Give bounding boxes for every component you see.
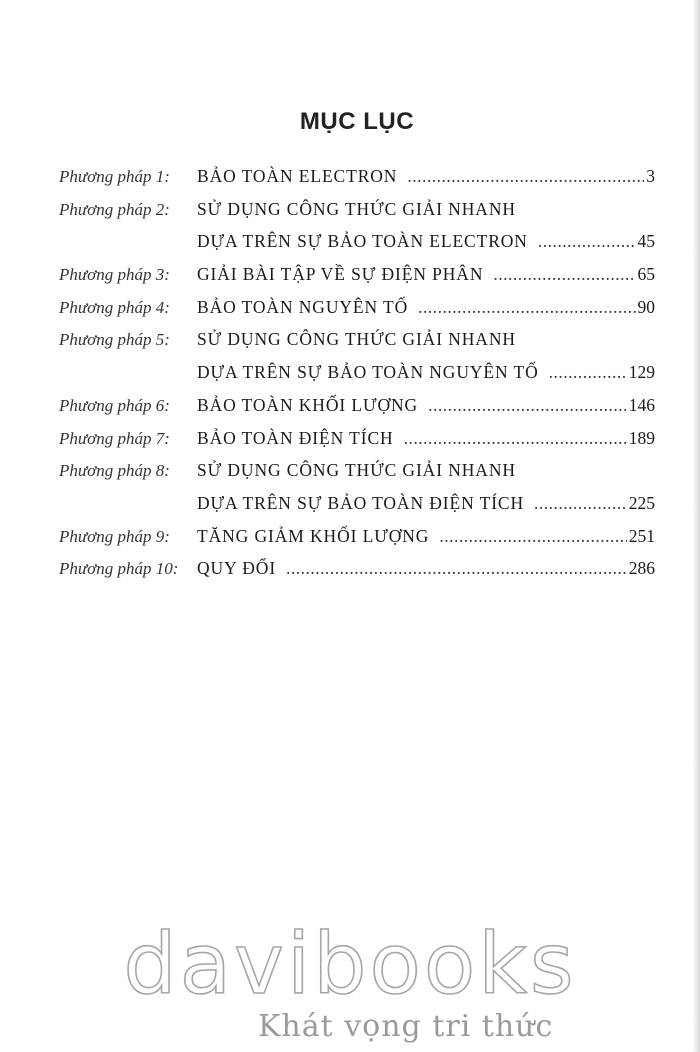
toc-topic: DỰA TRÊN SỰ BẢO TOÀN ELECTRON [197,231,528,252]
toc-topic: GIẢI BÀI TẬP VỀ SỰ ĐIỆN PHÂN [197,264,484,285]
toc-method-label: Phương pháp 1: [59,167,170,186]
toc-method-label: Phương pháp 9: [59,526,170,546]
toc-leader-dots [538,231,636,252]
toc-page-number: 189 [628,427,655,448]
toc-leader-dots [418,297,635,318]
toc-entry [59,395,655,428]
toc-topic: BẢO TOÀN ĐIỆN TÍCH [197,427,394,448]
toc-entry [59,460,655,493]
toc-leader-dots [534,493,627,514]
toc-method-label: Phương pháp 6: [59,395,170,415]
toc-method-label: Phương pháp 2: [59,199,170,219]
toc-page-number: 286 [628,558,655,579]
toc-entry [59,231,655,264]
toc-page-number: 146 [628,394,655,415]
toc-entry [59,493,655,526]
watermark-brand: davibooks [123,915,577,1013]
toc-method-label: Phương pháp 3: [59,265,170,285]
toc-entry [59,428,655,461]
toc-entry [59,362,655,395]
toc-page-number: 65 [637,264,655,285]
toc-page-number: 3 [646,166,655,186]
watermark-tagline: Khát vọng tri thức [258,1009,554,1044]
toc-topic: QUY ĐỔI [197,558,277,579]
toc-page-number: 90 [637,296,655,317]
toc-topic: SỬ DỤNG CÔNG THỨC GIẢI NHANH [197,460,516,481]
toc-method-label: Phương pháp 8: [59,461,170,481]
toc-entry [59,526,655,559]
toc-page-number: 251 [628,525,655,546]
toc-method-label: Phương pháp 10: [59,559,179,579]
toc-topic: SỬ DỤNG CÔNG THỨC GIẢI NHANH [197,198,516,219]
toc-topic: BẢO TOÀN ELECTRON [197,166,398,186]
toc-method-label: Phương pháp 7: [59,428,170,448]
toc-leader-dots [439,526,626,547]
toc-topic: SỬ DỤNG CÔNG THỨC GIẢI NHANH [197,329,516,350]
toc-leader-dots [428,395,627,416]
table-of-contents [59,166,655,591]
toc-leader-dots [404,428,627,449]
toc-entry [59,199,655,232]
toc-method-label: Phương pháp 4: [59,297,170,317]
toc-page-number: 225 [628,492,655,513]
toc-page-number: 129 [628,362,655,383]
toc-topic: BẢO TOÀN KHỐI LƯỢNG [197,394,419,415]
toc-entry [59,329,655,362]
toc-topic: DỰA TRÊN SỰ BẢO TOÀN ĐIỆN TÍCH [197,492,525,513]
toc-page-number: 45 [637,231,655,252]
page-edge-shadow [692,0,700,1052]
toc-entry [59,166,655,199]
toc-entry [59,558,655,591]
toc-entry [59,264,655,297]
toc-topic: DỰA TRÊN SỰ BẢO TOÀN NGUYÊN TỐ [197,362,539,383]
toc-leader-dots [407,166,644,187]
toc-topic: BẢO TOÀN NGUYÊN TỐ [197,296,409,317]
toc-leader-dots [493,264,635,285]
toc-entry [59,297,655,330]
page-title: MỤC LỤC [299,108,415,136]
toc-method-label: Phương pháp 5: [59,330,170,350]
toc-topic: TĂNG GIẢM KHỐI LƯỢNG [197,525,430,546]
toc-leader-dots [549,362,627,383]
toc-leader-dots [286,558,627,579]
